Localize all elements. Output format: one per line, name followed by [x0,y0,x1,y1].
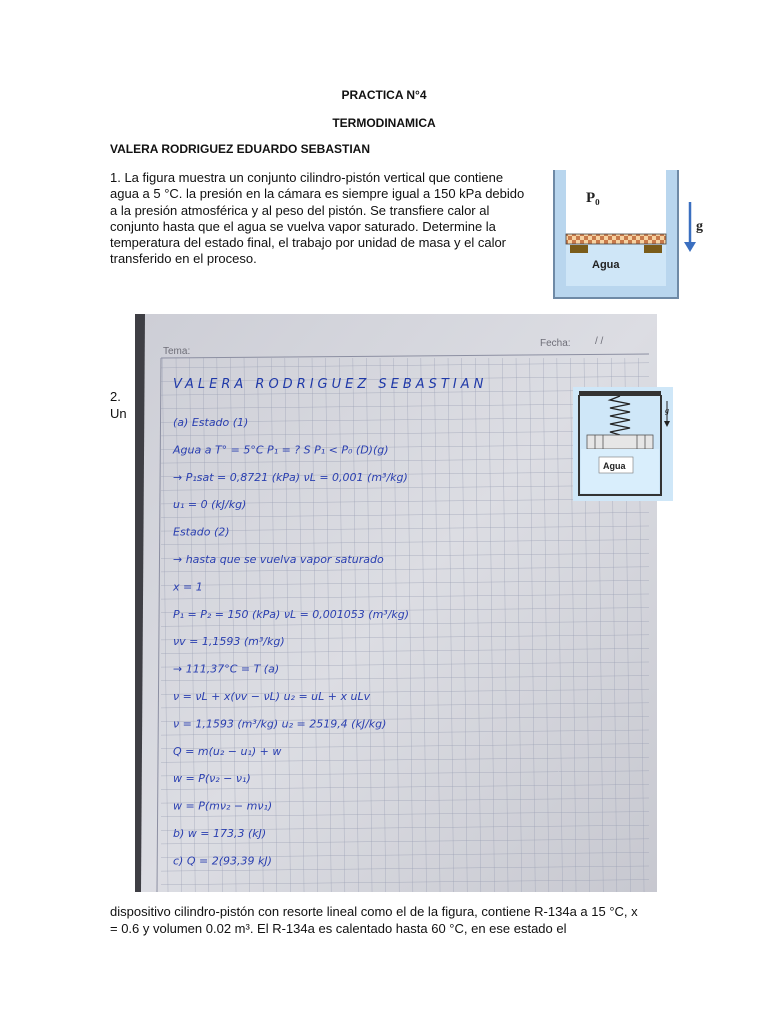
problem-1-text: 1. La figura muestra un conjunto cilindro-pistón vertical que contiene agua a 5 °C. la presión en la cámara es siempre igual a 150 kPa debido a la presión atmosférica y al peso del pistón. Se transfiere calor al conjunto hasta que el agua se vuelva vapor saturado. Determine la temperatura del estado final, el trabajo por unidad de masa y el calor transferido en el proceso. [110,170,525,267]
handwritten-line: P₁ = P₂ = 150 (kPa) νL = 0,001053 (m³/kg) [173,607,410,621]
handwritten-line: w = P(mν₂ − mν₁) [173,799,273,813]
fecha-label: Fecha: [540,338,571,349]
fecha-value: / / [595,336,604,347]
water-label: Agua [592,259,620,271]
problem-2-first-word: Un [110,406,127,421]
g-label: g [696,219,703,234]
handwritten-line: Agua a T° = 5°C P₁ = ? S P₁ < P₀ (D)(g) [173,443,389,457]
spring-piston-figure-2 [573,387,673,501]
notebook-name: VALERA RODRIGUEZ SEBASTIAN [173,377,488,392]
handwritten-line: → 111,37°C = T (a) [173,662,280,676]
handwritten-line: (a) Estado (1) [173,416,249,429]
handwritten-line: Estado (2) [173,525,230,539]
handwritten-line: Q = m(u₂ − u₁) + w [173,744,282,758]
p0-label: P₀ [586,190,600,206]
fig2-g-label: g [665,406,669,415]
handwritten-line: b) w = 173,3 (kJ) [173,827,267,840]
handwritten-line: → hasta que se vuelva vapor saturado [173,553,384,566]
handwritten-line: c) Q = 2(93,39 kJ) [173,854,272,868]
handwritten-line: νv = 1,1593 (m³/kg) [173,635,285,649]
tema-label: Tema: [163,346,191,357]
handwritten-line: w = P(ν₂ − ν₁) [173,772,251,786]
document-title: PRACTICA N°4 [341,88,427,102]
handwritten-line: u₁ = 0 (kJ/kg) [173,498,247,512]
handwritten-line: → P₁sat = 0,8721 (kPa) νL = 0,001 (m³/kg) [173,470,408,484]
problem-2-number [110,388,127,422]
problem-2-text: dispositivo cilindro-pistón con resorte lineal como el de la figura, contiene R-134a a 15 °C, x = 0.6 y volumen 0.02 m³. El R-134a es calentado hasta 60 °C, en ese estado el [110,904,638,936]
author-name: VALERA RODRIGUEZ EDUARDO SEBASTIAN [110,142,371,156]
handwritten-line: ν = 1,1593 (m³/kg) u₂ = 2519,4 (kJ/kg) [173,717,387,731]
handwritten-line: ν = νL + x(νv − νL) u₂ = uL + x uLv [173,690,371,703]
problem-2-number-label: 2. [110,389,121,404]
document-subtitle: TERMODINAMICA [332,116,436,130]
piston-cylinder-figure-1 [548,168,708,302]
handwritten-line: x = 1 [173,580,203,594]
fig2-water-label: Agua [603,461,626,471]
